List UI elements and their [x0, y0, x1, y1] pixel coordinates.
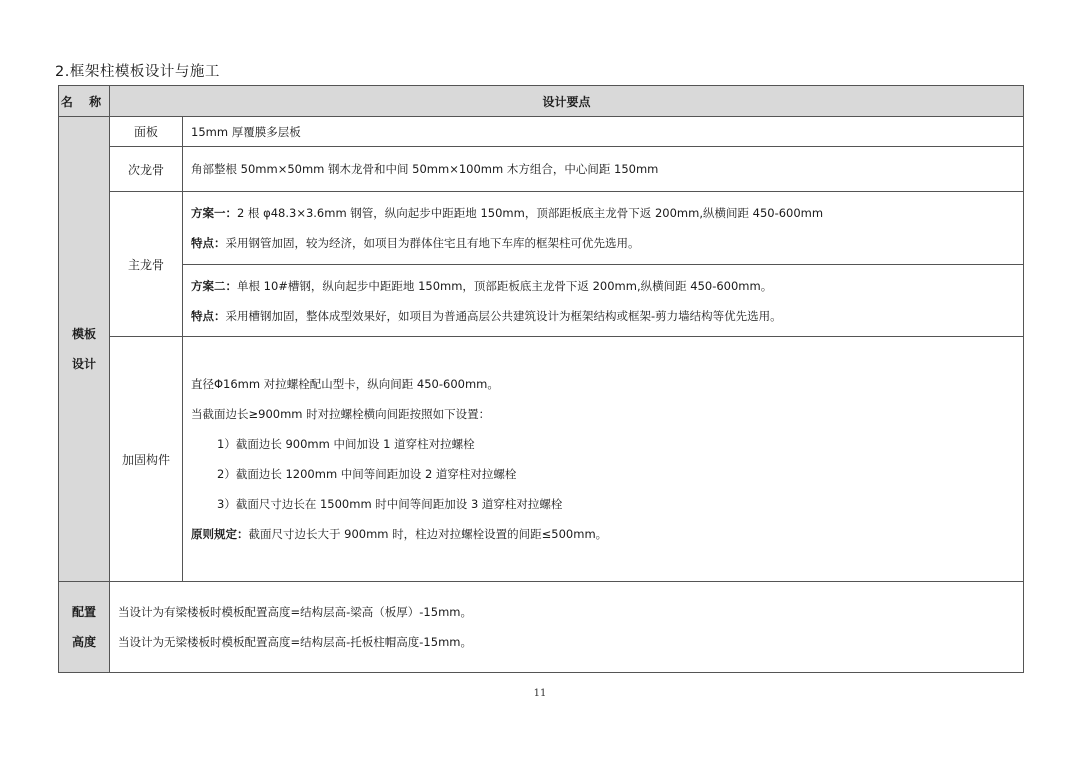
- header-design-points: 设计要点: [110, 86, 1024, 117]
- table-row: [59, 147, 1024, 192]
- feature2-label: 特点：: [191, 308, 226, 323]
- peizhi-line2: 当设计为无梁楼板时模板配置高度=结构层高-托板柱帽高度-15mm。: [118, 635, 472, 649]
- table-row: [59, 582, 1024, 673]
- plan2-label: 方案二：: [191, 278, 237, 293]
- plan1-text: 2 根 φ48.3×3.6mm 钢管，纵向起步中距距地 150mm，顶部距板底主龙骨下返 200mm,纵横间距 450-600mm: [237, 206, 824, 220]
- group-label-line1: 模板: [71, 327, 96, 341]
- table-row: [59, 337, 1024, 582]
- row-text-mianban: 15mm 厚覆膜多层板: [183, 117, 1024, 147]
- config-label-line1: 配置: [71, 605, 96, 619]
- plan1-line: [191, 198, 1015, 228]
- row-label-mianban: 面板: [110, 117, 183, 147]
- plan2-text: 单根 10#槽钢，纵向起步中距距地 150mm，顶部距板底主龙骨下返 200mm,纵横间距 450-600mm。: [237, 278, 773, 293]
- feature1-text: 采用钢管加固，较为经济，如项目为群体住宅且有地下车库的框架柱可优先选用。: [225, 236, 640, 250]
- jiagu-line1: 直径Φ16mm 对拉螺栓配山型卡，纵向间距 450-600mm。: [191, 377, 499, 391]
- row-text-cilonggu: 角部整根 50mm×50mm 钢木龙骨和中间 50mm×100mm 木方组合，中心间距 150mm: [183, 147, 1024, 192]
- row-text-plan1: [183, 192, 1024, 265]
- feature2-text: 采用槽钢加固，整体成型效果好，如项目为普通高层公共建筑设计为框架结构或框架-剪力墙结构等优先选用。: [225, 308, 782, 323]
- config-height-group-label: [59, 582, 110, 673]
- section-title: 2.框架柱模板设计与施工: [55, 64, 220, 80]
- jiagu-line2: 当截面边长≥900mm 时对拉螺栓横向间距按照如下设置：: [191, 407, 491, 421]
- group-label-line2: 设计: [71, 357, 96, 371]
- row-text-plan2: [183, 265, 1024, 337]
- jiagu-item1: 1）截面边长 900mm 中间加设 1 道穿柱对拉螺栓: [217, 437, 475, 451]
- row-text-jiagu: [183, 337, 1024, 582]
- jiagu-item2: 2）截面边长 1200mm 中间等间距加设 2 道穿柱对拉螺栓: [217, 467, 517, 481]
- config-label-line2: 高度: [71, 635, 96, 649]
- plan1-label: 方案一：: [191, 206, 237, 220]
- feature1-label: 特点：: [191, 236, 226, 250]
- jiagu-rule-line: [191, 519, 1015, 549]
- row-label-jiagu: 加固构件: [110, 337, 183, 582]
- design-spec-table: [58, 85, 1024, 673]
- jiagu-item3: 3）截面尺寸边长在 1500mm 时中间等间距加设 3 道穿柱对拉螺栓: [217, 497, 563, 511]
- table-row: [59, 117, 1024, 147]
- template-design-group-label: [59, 117, 110, 582]
- peizhi-line1: 当设计为有梁楼板时模板配置高度=结构层高-梁高（板厚）-15mm。: [118, 605, 472, 619]
- row-text-peizhi: [110, 582, 1024, 673]
- header-name: 名 称: [59, 86, 110, 117]
- plan2-line: [191, 271, 1015, 301]
- rule-label: 原则规定：: [191, 527, 249, 541]
- rule-text: 截面尺寸边长大于 900mm 时，柱边对拉螺栓设置的间距≤500mm。: [248, 527, 608, 541]
- row-label-cilonggu: 次龙骨: [110, 147, 183, 192]
- feature2-line: [191, 301, 1015, 331]
- row-label-zhulonggu: 主龙骨: [110, 192, 183, 337]
- page-number: 11: [533, 688, 547, 699]
- table-row: [59, 192, 1024, 265]
- table-header-row: [59, 86, 1024, 117]
- table-row: [59, 265, 1024, 337]
- feature1-line: [191, 228, 1015, 258]
